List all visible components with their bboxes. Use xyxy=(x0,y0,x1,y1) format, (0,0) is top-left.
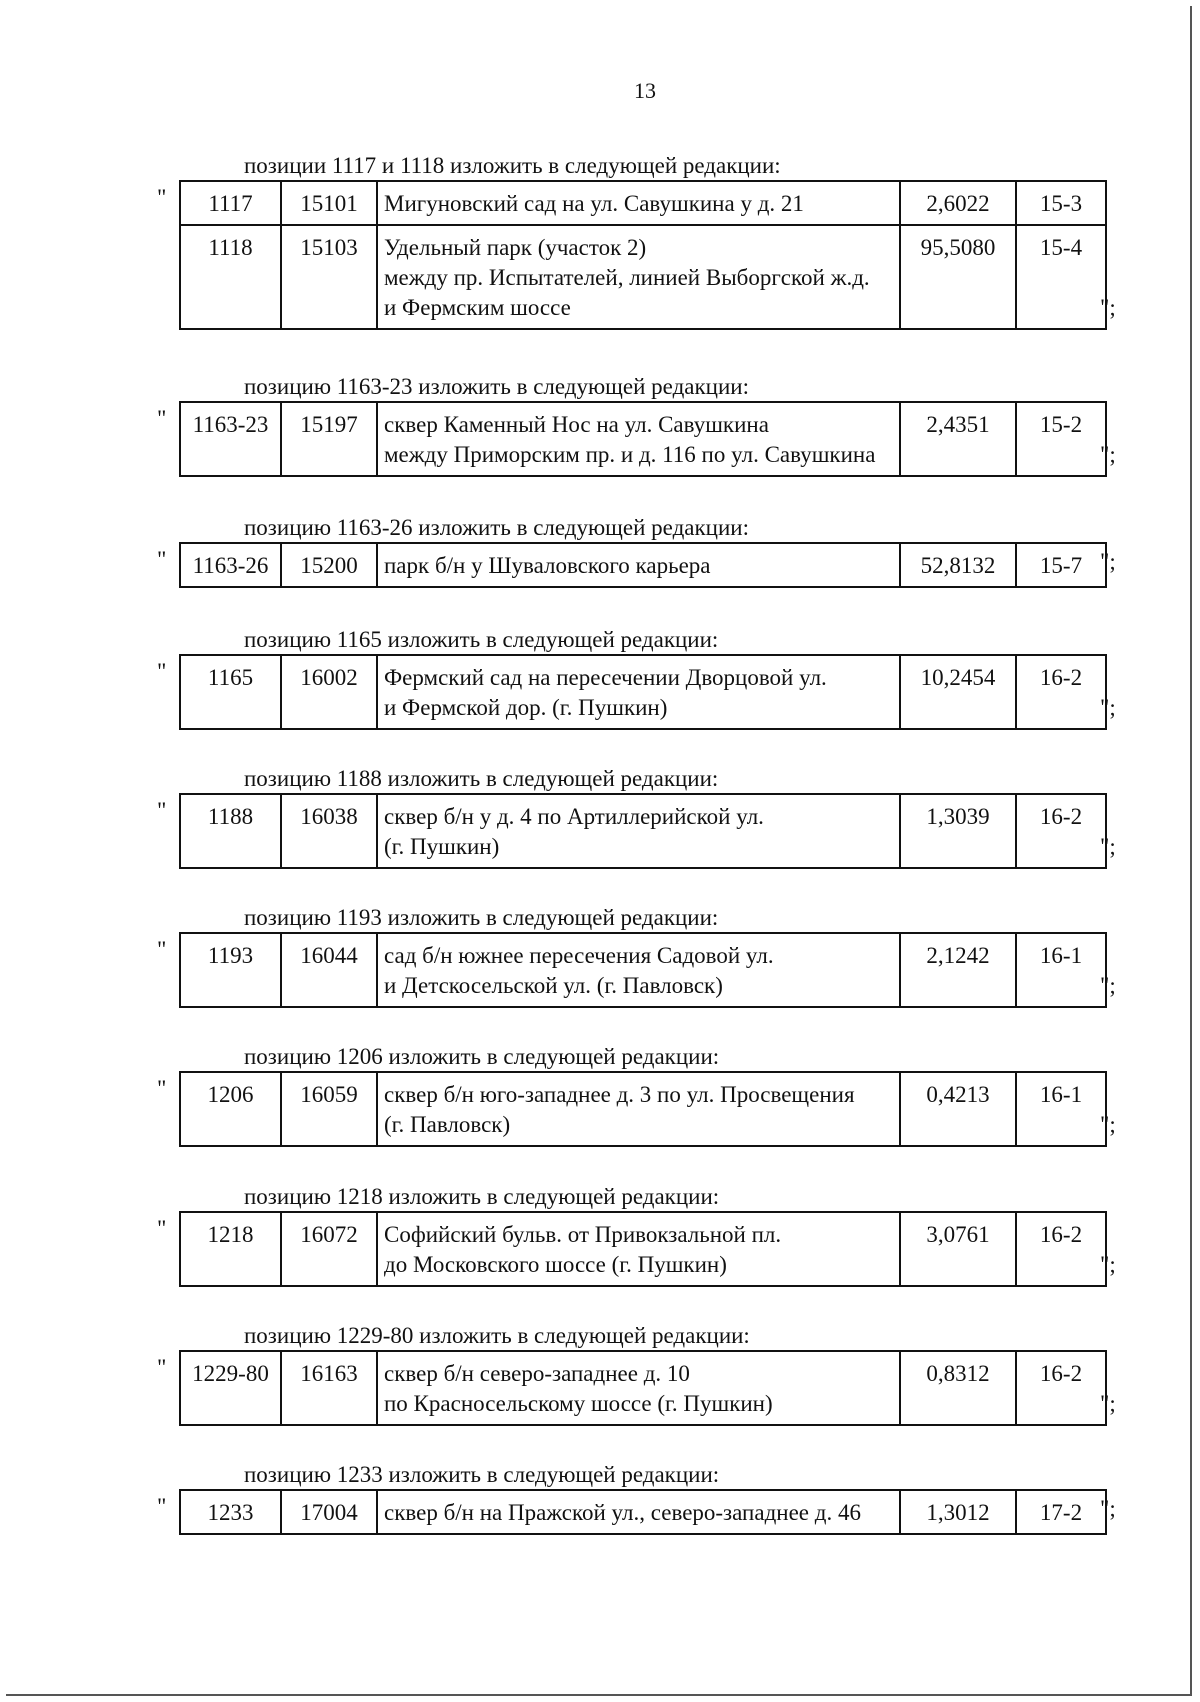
object-code-cell: 16059 xyxy=(281,1072,377,1146)
table-row xyxy=(180,402,1106,476)
positions-table xyxy=(179,542,1107,588)
opening-quote: " xyxy=(157,1216,167,1241)
table-row xyxy=(180,1490,1106,1534)
section-heading: позицию 1218 изложить в следующей редакции: xyxy=(244,1184,720,1209)
closing-quote: "; xyxy=(1100,442,1116,467)
area-cell: 2,4351 xyxy=(900,402,1016,476)
zone-cell: 16-1 xyxy=(1016,1072,1106,1146)
section-heading: позицию 1165 изложить в следующей редакции: xyxy=(244,627,719,652)
opening-quote: " xyxy=(157,937,167,962)
section-heading: позицию 1206 изложить в следующей редакции: xyxy=(244,1044,720,1069)
area-cell: 2,6022 xyxy=(900,181,1016,225)
object-name-cell xyxy=(377,794,900,868)
area-cell: 0,8312 xyxy=(900,1351,1016,1425)
closing-quote: "; xyxy=(1100,1252,1116,1277)
position-number-cell: 1193 xyxy=(180,933,281,1007)
page-number: 13 xyxy=(634,78,656,103)
position-number-cell: 1218 xyxy=(180,1212,281,1286)
object-name-cell xyxy=(377,225,900,329)
zone-cell: 16-2 xyxy=(1016,655,1106,729)
closing-quote: "; xyxy=(1100,549,1116,574)
area-cell: 1,3012 xyxy=(900,1490,1016,1534)
positions-table xyxy=(179,932,1107,1008)
object-name-line: Фермский сад на пересечении Дворцовой ул. xyxy=(384,665,827,690)
zone-cell: 16-2 xyxy=(1016,794,1106,868)
closing-quote: "; xyxy=(1100,1496,1116,1521)
zone-cell: 15-4 xyxy=(1016,225,1106,329)
object-name-cell xyxy=(377,1351,900,1425)
zone-cell: 15-3 xyxy=(1016,181,1106,225)
positions-table xyxy=(179,654,1107,730)
object-code-cell: 15103 xyxy=(281,225,377,329)
positions-table xyxy=(179,1489,1107,1535)
object-name-cell xyxy=(377,543,900,587)
section-heading: позицию 1163-26 изложить в следующей редакции: xyxy=(244,515,749,540)
section-heading: позицию 1193 изложить в следующей редакции: xyxy=(244,905,719,930)
table-row xyxy=(180,1212,1106,1286)
opening-quote: " xyxy=(157,547,167,572)
object-name-line: сквер б/н северо-западнее д. 10 xyxy=(384,1361,690,1386)
object-name-line: Удельный парк (участок 2) xyxy=(384,235,647,260)
position-number-cell: 1117 xyxy=(180,181,281,225)
section-heading: позицию 1229-80 изложить в следующей редакции: xyxy=(244,1323,750,1348)
positions-table xyxy=(179,1211,1107,1287)
object-name-line: по Красносельскому шоссе (г. Пушкин) xyxy=(384,1391,773,1416)
object-name-line: (г. Павловск) xyxy=(384,1112,511,1137)
object-name-line: до Московского шоссе (г. Пушкин) xyxy=(384,1252,727,1277)
positions-table xyxy=(179,1350,1107,1426)
area-cell: 0,4213 xyxy=(900,1072,1016,1146)
position-number-cell: 1229-80 xyxy=(180,1351,281,1425)
area-cell: 10,2454 xyxy=(900,655,1016,729)
opening-quote: " xyxy=(157,185,167,210)
opening-quote: " xyxy=(157,1355,167,1380)
object-name-line: сквер б/н у д. 4 по Артиллерийской ул. xyxy=(384,804,764,829)
section-heading: позицию 1163-23 изложить в следующей редакции: xyxy=(244,374,749,399)
object-name-line: парк б/н у Шуваловского карьера xyxy=(384,553,711,578)
object-name-line: между Приморским пр. и д. 116 по ул. Савушкина xyxy=(384,442,876,467)
zone-cell: 16-2 xyxy=(1016,1212,1106,1286)
object-name-line: и Фермской дор. (г. Пушкин) xyxy=(384,695,668,720)
table-row xyxy=(180,1072,1106,1146)
object-code-cell: 16044 xyxy=(281,933,377,1007)
position-number-cell: 1206 xyxy=(180,1072,281,1146)
positions-table xyxy=(179,793,1107,869)
area-cell: 95,5080 xyxy=(900,225,1016,329)
position-number-cell: 1233 xyxy=(180,1490,281,1534)
table-row xyxy=(180,794,1106,868)
zone-cell: 15-2 xyxy=(1016,402,1106,476)
table-row xyxy=(180,1351,1106,1425)
object-code-cell: 16163 xyxy=(281,1351,377,1425)
object-code-cell: 15101 xyxy=(281,181,377,225)
position-number-cell: 1165 xyxy=(180,655,281,729)
object-name-line: между пр. Испытателей, линией Выборгской ж.д. xyxy=(384,265,870,290)
object-code-cell: 15200 xyxy=(281,543,377,587)
opening-quote: " xyxy=(157,406,167,431)
object-code-cell: 17004 xyxy=(281,1490,377,1534)
area-cell: 3,0761 xyxy=(900,1212,1016,1286)
opening-quote: " xyxy=(157,1076,167,1101)
object-code-cell: 15197 xyxy=(281,402,377,476)
zone-cell: 17-2 xyxy=(1016,1490,1106,1534)
zone-cell: 15-7 xyxy=(1016,543,1106,587)
object-name-line: сквер б/н на Пражской ул., северо-западнее д. 46 xyxy=(384,1500,861,1525)
position-number-cell: 1188 xyxy=(180,794,281,868)
closing-quote: "; xyxy=(1100,695,1116,720)
object-code-cell: 16002 xyxy=(281,655,377,729)
table-row xyxy=(180,225,1106,329)
closing-quote: "; xyxy=(1100,834,1116,859)
closing-quote: "; xyxy=(1100,1391,1116,1416)
object-name-cell xyxy=(377,1212,900,1286)
closing-quote: "; xyxy=(1100,973,1116,998)
area-cell: 2,1242 xyxy=(900,933,1016,1007)
object-name-cell xyxy=(377,1072,900,1146)
opening-quote: " xyxy=(157,659,167,684)
closing-quote: "; xyxy=(1100,1112,1116,1137)
object-name-cell xyxy=(377,1490,900,1534)
object-name-line: (г. Пушкин) xyxy=(384,834,500,859)
object-name-cell xyxy=(377,655,900,729)
section-heading: позиции 1117 и 1118 изложить в следующей редакции: xyxy=(244,153,781,178)
object-code-cell: 16072 xyxy=(281,1212,377,1286)
object-name-line: сквер б/н юго-западнее д. 3 по ул. Просвещения xyxy=(384,1082,855,1107)
position-number-cell: 1163-26 xyxy=(180,543,281,587)
table-row xyxy=(180,655,1106,729)
object-name-line: Мигуновский сад на ул. Савушкина у д. 21 xyxy=(384,191,804,216)
object-name-line: сквер Каменный Нос на ул. Савушкина xyxy=(384,412,769,437)
object-name-cell xyxy=(377,181,900,225)
position-number-cell: 1118 xyxy=(180,225,281,329)
table-row xyxy=(180,933,1106,1007)
opening-quote: " xyxy=(157,798,167,823)
positions-table xyxy=(179,1071,1107,1147)
object-name-cell xyxy=(377,402,900,476)
table-row xyxy=(180,543,1106,587)
object-name-cell xyxy=(377,933,900,1007)
object-name-line: и Фермским шоссе xyxy=(384,295,571,320)
section-heading: позицию 1188 изложить в следующей редакции: xyxy=(244,766,719,791)
closing-quote: "; xyxy=(1100,295,1116,320)
position-number-cell: 1163-23 xyxy=(180,402,281,476)
section-heading: позицию 1233 изложить в следующей редакции: xyxy=(244,1462,720,1487)
object-name-line: и Детскосельской ул. (г. Павловск) xyxy=(384,973,723,998)
object-name-line: Софийский бульв. от Привокзальной пл. xyxy=(384,1222,782,1247)
opening-quote: " xyxy=(157,1494,167,1519)
positions-table xyxy=(179,180,1107,330)
table-row xyxy=(180,181,1106,225)
positions-table xyxy=(179,401,1107,477)
area-cell: 52,8132 xyxy=(900,543,1016,587)
zone-cell: 16-2 xyxy=(1016,1351,1106,1425)
object-name-line: сад б/н южнее пересечения Садовой ул. xyxy=(384,943,774,968)
area-cell: 1,3039 xyxy=(900,794,1016,868)
zone-cell: 16-1 xyxy=(1016,933,1106,1007)
object-code-cell: 16038 xyxy=(281,794,377,868)
